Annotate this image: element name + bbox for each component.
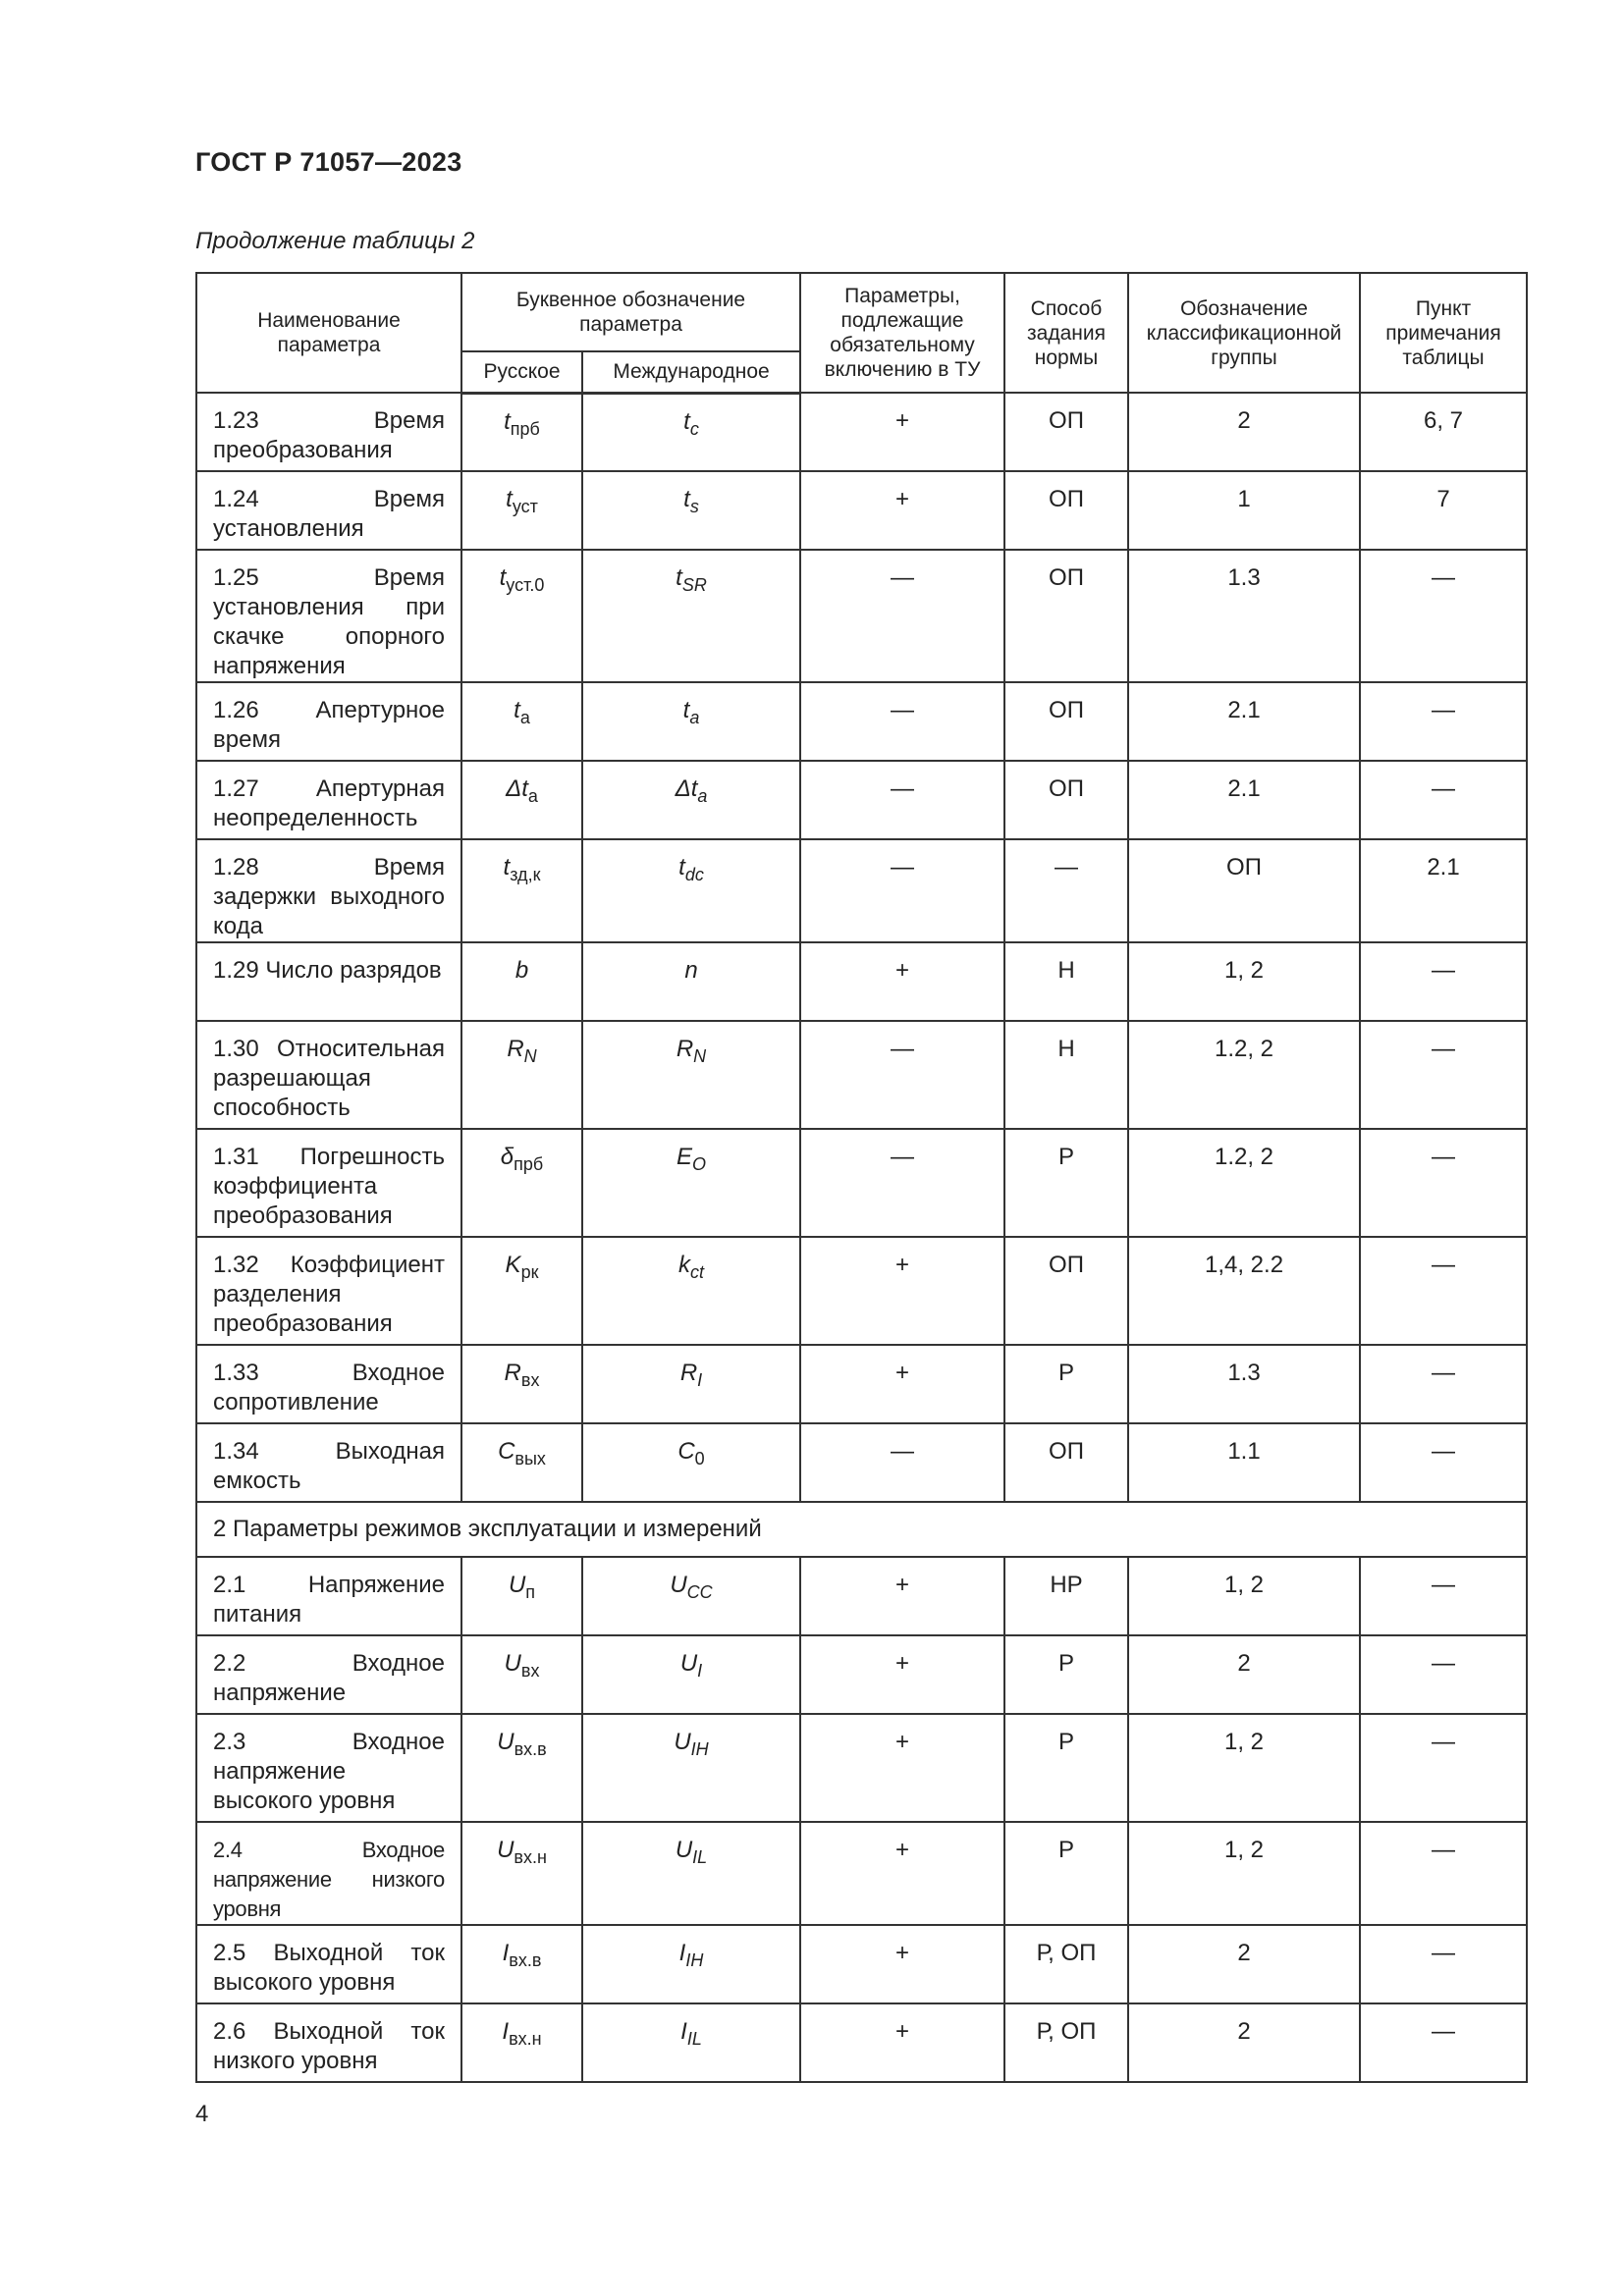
- russian-symbol: [500, 1144, 544, 1174]
- class-group-cell: 1: [1128, 471, 1360, 550]
- symbol-main: R: [507, 1036, 524, 1062]
- international-symbol: [675, 775, 708, 806]
- international-symbol: [676, 1036, 707, 1066]
- table-note-cell: —: [1360, 1237, 1527, 1345]
- table-note-cell: —: [1360, 1925, 1527, 2003]
- russian-symbol: [507, 1036, 537, 1066]
- russian-symbol: [503, 854, 541, 884]
- symbol-subscript: I: [697, 1369, 703, 1390]
- class-group-cell: ОП: [1128, 839, 1360, 942]
- table-note-cell: —: [1360, 942, 1527, 1021]
- russian-symbol: [498, 1438, 546, 1468]
- international-symbol-cell: [582, 839, 800, 942]
- international-symbol: [674, 1729, 709, 1759]
- symbol-subscript: уст.0: [506, 574, 545, 595]
- class-group-cell: 1, 2: [1128, 942, 1360, 1021]
- document-header: ГОСТ Р 71057—2023: [195, 147, 462, 177]
- symbol-main: k: [678, 1252, 690, 1278]
- parameter-name: 1.32 Коэффициент разделения преобразования: [196, 1237, 461, 1345]
- norm-method-cell: ОП: [1004, 550, 1128, 682]
- mandatory-cell: +: [800, 1714, 1004, 1822]
- symbol-main: δ: [500, 1144, 514, 1170]
- russian-symbol-cell: [461, 1129, 582, 1237]
- symbol-main: R: [504, 1360, 521, 1386]
- table-note-cell: —: [1360, 761, 1527, 839]
- russian-symbol: [497, 1729, 547, 1759]
- table-caption: Продолжение таблицы 2: [195, 228, 475, 254]
- table-note-cell: —: [1360, 1423, 1527, 1502]
- mandatory-cell: +: [800, 1237, 1004, 1345]
- table-row: [196, 1557, 1527, 1635]
- symbol-subscript: зд,к: [510, 864, 541, 884]
- international-symbol: [679, 1650, 703, 1681]
- russian-symbol: [504, 1360, 540, 1390]
- international-symbol: [682, 697, 700, 727]
- russian-symbol-cell: [461, 471, 582, 550]
- symbol-main: t: [503, 854, 511, 881]
- mandatory-cell: —: [800, 839, 1004, 942]
- header-name: Наименование параметра: [196, 273, 461, 393]
- norm-method-cell: НР: [1004, 1557, 1128, 1635]
- symbol-subscript: а: [519, 707, 530, 727]
- russian-symbol: [502, 1940, 542, 1970]
- international-symbol-cell: [582, 1714, 800, 1822]
- russian-symbol-cell: [461, 1925, 582, 2003]
- international-symbol-cell: [582, 1129, 800, 1237]
- header-mandatory: Параметры, подлежащие обязательному включению в ТУ: [800, 273, 1004, 393]
- norm-method-cell: ОП: [1004, 682, 1128, 761]
- table-note-cell: —: [1360, 1714, 1527, 1822]
- table-row: [196, 682, 1527, 761]
- symbol-main: U: [497, 1837, 514, 1863]
- class-group-cell: 2: [1128, 393, 1360, 471]
- international-symbol: [678, 854, 704, 884]
- mandatory-cell: +: [800, 1635, 1004, 1714]
- russian-symbol-cell: [461, 942, 582, 1021]
- norm-method-cell: Р: [1004, 1345, 1128, 1423]
- parameter-name: 2.2 Входное напряжение: [196, 1635, 461, 1714]
- symbol-main: t: [514, 697, 520, 723]
- norm-method-cell: Р: [1004, 1129, 1128, 1237]
- international-symbol: [677, 1438, 705, 1468]
- norm-method-cell: ОП: [1004, 471, 1128, 550]
- mandatory-cell: +: [800, 393, 1004, 471]
- mandatory-cell: +: [800, 1557, 1004, 1635]
- table-note-cell: —: [1360, 1635, 1527, 1714]
- table-row: [196, 942, 1527, 1021]
- table-row: [196, 2003, 1527, 2082]
- russian-symbol-cell: [461, 2003, 582, 2082]
- symbol-subscript: 0: [694, 1448, 705, 1468]
- russian-symbol-cell: [461, 1345, 582, 1423]
- symbol-subscript: IH: [690, 1738, 709, 1759]
- table-row: [196, 1423, 1527, 1502]
- norm-method-cell: Р: [1004, 1714, 1128, 1822]
- table-row: [196, 839, 1527, 942]
- norm-method-cell: Р: [1004, 1635, 1128, 1714]
- symbol-subscript: CC: [686, 1581, 713, 1602]
- russian-symbol: [515, 957, 528, 984]
- russian-symbol-cell: [461, 393, 582, 471]
- norm-method-cell: Н: [1004, 942, 1128, 1021]
- symbol-subscript: вх.н: [514, 1846, 547, 1867]
- russian-symbol-cell: [461, 1635, 582, 1714]
- table-note-cell: —: [1360, 1129, 1527, 1237]
- class-group-cell: 1.2, 2: [1128, 1021, 1360, 1129]
- table-row: [196, 1237, 1527, 1345]
- symbol-subscript: N: [523, 1045, 537, 1066]
- symbol-main: U: [497, 1729, 514, 1755]
- norm-method-cell: ОП: [1004, 761, 1128, 839]
- table-row: [196, 1822, 1527, 1925]
- parameter-name: 1.27 Апертурная неопределенность: [196, 761, 461, 839]
- parameter-name: 1.34 Выходная емкость: [196, 1423, 461, 1502]
- symbol-subscript: вх.в: [509, 1949, 542, 1970]
- symbol-main: Δt: [506, 775, 528, 802]
- parameter-name: 2.5 Выходной ток высокого уровня: [196, 1925, 461, 2003]
- international-symbol-cell: [582, 471, 800, 550]
- russian-symbol: [506, 775, 538, 806]
- norm-method-cell: Р, ОП: [1004, 2003, 1128, 2082]
- table-note-cell: 6, 7: [1360, 393, 1527, 471]
- international-symbol-cell: [582, 682, 800, 761]
- symbol-subscript: I: [697, 1660, 703, 1681]
- symbol-subscript: вх.в: [514, 1738, 547, 1759]
- table-row: [196, 471, 1527, 550]
- russian-symbol-cell: [461, 1237, 582, 1345]
- mandatory-cell: —: [800, 1021, 1004, 1129]
- symbol-subscript: IH: [685, 1949, 704, 1970]
- russian-symbol: [504, 407, 540, 439]
- parameter-name: 2.4 Входное напряжение низкого уровня: [196, 1822, 461, 1925]
- table-note-cell: —: [1360, 1557, 1527, 1635]
- russian-symbol-cell: [461, 1714, 582, 1822]
- header-class-group: Обозначение классификационной группы: [1128, 273, 1360, 393]
- mandatory-cell: —: [800, 1129, 1004, 1237]
- symbol-subscript: a: [689, 707, 700, 727]
- symbol-subscript: вых: [514, 1448, 546, 1468]
- class-group-cell: 2: [1128, 1635, 1360, 1714]
- symbol-main: t: [676, 564, 682, 591]
- symbol-subscript: N: [693, 1045, 707, 1066]
- parameter-name: 1.29 Число разрядов: [196, 942, 461, 1021]
- parameter-name: 1.31 Погрешность коэффициента преобразования: [196, 1129, 461, 1237]
- symbol-main: K: [505, 1252, 521, 1278]
- russian-symbol: [514, 697, 530, 727]
- international-symbol: [675, 1837, 708, 1867]
- international-symbol: [670, 1572, 713, 1602]
- international-symbol: [676, 564, 707, 595]
- class-group-cell: 2.1: [1128, 682, 1360, 761]
- russian-symbol-cell: [461, 1423, 582, 1502]
- section-2-title: 2 Параметры режимов эксплуатации и измерений: [196, 1502, 1527, 1557]
- table-note-cell: —: [1360, 1345, 1527, 1423]
- page-number: 4: [195, 2101, 209, 2127]
- table-row: [196, 550, 1527, 682]
- norm-method-cell: ОП: [1004, 393, 1128, 471]
- international-symbol-cell: [582, 942, 800, 1021]
- russian-symbol: [508, 1572, 536, 1602]
- parameter-name: 1.26 Апертурное время: [196, 682, 461, 761]
- symbol-main: R: [679, 1360, 698, 1386]
- symbol-main: t: [683, 407, 690, 435]
- class-group-cell: 2: [1128, 1925, 1360, 2003]
- class-group-cell: 2.1: [1128, 761, 1360, 839]
- mandatory-cell: +: [800, 1345, 1004, 1423]
- mandatory-cell: +: [800, 1822, 1004, 1925]
- class-group-cell: 1.3: [1128, 550, 1360, 682]
- table-row: [196, 1635, 1527, 1714]
- header-international: Международное: [582, 351, 800, 393]
- class-group-cell: 1.1: [1128, 1423, 1360, 1502]
- symbol-main: I: [678, 1940, 686, 1966]
- international-symbol-cell: [582, 761, 800, 839]
- international-symbol: [683, 407, 699, 439]
- symbol-main: E: [676, 1144, 692, 1170]
- table-note-cell: —: [1360, 1822, 1527, 1925]
- symbol-main: t: [504, 407, 511, 435]
- mandatory-cell: +: [800, 471, 1004, 550]
- table-note-cell: 7: [1360, 471, 1527, 550]
- mandatory-cell: —: [800, 761, 1004, 839]
- symbol-subscript: a: [697, 785, 708, 806]
- table-note-cell: —: [1360, 550, 1527, 682]
- russian-symbol: [505, 1252, 539, 1282]
- symbol-subscript: SR: [681, 574, 707, 595]
- symbol-subscript: вх.н: [509, 2028, 542, 2049]
- symbol-main: U: [679, 1650, 698, 1677]
- symbol-subscript: O: [692, 1153, 707, 1174]
- symbol-main: Δt: [675, 775, 698, 802]
- table-note-cell: 2.1: [1360, 839, 1527, 942]
- symbol-subscript: п: [525, 1581, 536, 1602]
- symbol-main: C: [498, 1438, 515, 1465]
- parameter-name: 2.1 Напряжение питания: [196, 1557, 461, 1635]
- header-norm-method: Способ задания нормы: [1004, 273, 1128, 393]
- international-symbol-cell: [582, 1925, 800, 2003]
- russian-symbol-cell: [461, 839, 582, 942]
- class-group-cell: 1,4, 2.2: [1128, 1237, 1360, 1345]
- symbol-main: t: [506, 486, 513, 512]
- parameters-table: [195, 272, 1528, 2083]
- russian-symbol: [502, 2018, 542, 2049]
- symbol-subscript: а: [527, 785, 538, 806]
- international-symbol-cell: [582, 1557, 800, 1635]
- international-symbol-cell: [582, 1237, 800, 1345]
- international-symbol-cell: [582, 1822, 800, 1925]
- table-row: [196, 1129, 1527, 1237]
- symbol-main: t: [499, 564, 507, 591]
- international-symbol-cell: [582, 1021, 800, 1129]
- symbol-subscript: IL: [686, 2028, 702, 2049]
- symbol-main: R: [676, 1036, 694, 1062]
- parameter-name: 1.25 Время установления при скачке опорного напряжения: [196, 550, 461, 682]
- russian-symbol-cell: [461, 682, 582, 761]
- table-note-cell: —: [1360, 2003, 1527, 2082]
- symbol-subscript: вх: [520, 1369, 540, 1390]
- class-group-cell: 2: [1128, 2003, 1360, 2082]
- symbol-main: t: [683, 486, 690, 512]
- mandatory-cell: +: [800, 942, 1004, 1021]
- parameter-name: 1.24 Время установления: [196, 471, 461, 550]
- russian-symbol: [506, 486, 538, 516]
- international-symbol-cell: [582, 1635, 800, 1714]
- symbol-subscript: рк: [520, 1261, 539, 1282]
- international-symbol: [684, 957, 697, 984]
- russian-symbol-cell: [461, 550, 582, 682]
- symbol-main: U: [504, 1650, 521, 1677]
- symbol-main: U: [670, 1572, 687, 1598]
- international-symbol: [678, 1940, 704, 1970]
- russian-symbol-cell: [461, 761, 582, 839]
- international-symbol-cell: [582, 1423, 800, 1502]
- symbol-subscript: s: [689, 496, 699, 516]
- norm-method-cell: Н: [1004, 1021, 1128, 1129]
- symbol-main: t: [678, 854, 685, 881]
- international-symbol: [676, 1144, 707, 1174]
- russian-symbol: [497, 1837, 547, 1867]
- international-symbol: [680, 2018, 702, 2049]
- table-row: [196, 1714, 1527, 1822]
- symbol-main: U: [508, 1572, 526, 1598]
- class-group-cell: 1, 2: [1128, 1557, 1360, 1635]
- parameter-name: 1.28 Время задержки выходного кода: [196, 839, 461, 942]
- symbol-main: I: [502, 2018, 510, 2045]
- international-symbol-cell: [582, 550, 800, 682]
- mandatory-cell: —: [800, 682, 1004, 761]
- norm-method-cell: ОП: [1004, 1237, 1128, 1345]
- international-symbol: [679, 1360, 703, 1390]
- header-table-note: Пункт примечания таблицы: [1360, 273, 1527, 393]
- norm-method-cell: Р: [1004, 1822, 1128, 1925]
- mandatory-cell: +: [800, 2003, 1004, 2082]
- symbol-subscript: прб: [514, 1153, 544, 1174]
- symbol-subscript: dc: [684, 864, 704, 884]
- russian-symbol-cell: [461, 1557, 582, 1635]
- class-group-cell: 1.3: [1128, 1345, 1360, 1423]
- russian-symbol: [504, 1650, 540, 1681]
- table-row: [196, 1345, 1527, 1423]
- international-symbol: [678, 1252, 705, 1282]
- parameter-name: 2.6 Выходной ток низкого уровня: [196, 2003, 461, 2082]
- parameter-name: 1.30 Относительная разрешающая способность: [196, 1021, 461, 1129]
- symbol-main: t: [682, 697, 690, 723]
- symbol-main: b: [514, 957, 529, 984]
- table-note-cell: —: [1360, 682, 1527, 761]
- symbol-main: U: [674, 1729, 691, 1755]
- symbol-main: C: [677, 1438, 695, 1465]
- norm-method-cell: Р, ОП: [1004, 1925, 1128, 2003]
- table-row: [196, 393, 1527, 471]
- symbol-subscript: вх: [520, 1660, 540, 1681]
- mandatory-cell: +: [800, 1925, 1004, 2003]
- international-symbol: [683, 486, 699, 516]
- russian-symbol-cell: [461, 1822, 582, 1925]
- class-group-cell: 1, 2: [1128, 1822, 1360, 1925]
- symbol-subscript: c: [689, 418, 699, 439]
- parameter-name: 1.33 Входное сопротивление: [196, 1345, 461, 1423]
- table-row: [196, 1021, 1527, 1129]
- header-russian: Русское: [461, 351, 582, 393]
- table-row: [196, 761, 1527, 839]
- table-row: [196, 1925, 1527, 2003]
- international-symbol-cell: [582, 393, 800, 471]
- symbol-subscript: прб: [510, 418, 540, 439]
- international-symbol-cell: [582, 1345, 800, 1423]
- parameter-name: 2.3 Входное напряжение высокого уровня: [196, 1714, 461, 1822]
- russian-symbol-cell: [461, 1021, 582, 1129]
- international-symbol-cell: [582, 2003, 800, 2082]
- section-2-row: [196, 1502, 1527, 1557]
- norm-method-cell: ОП: [1004, 1423, 1128, 1502]
- symbol-subscript: IL: [692, 1846, 708, 1867]
- symbol-main: n: [684, 957, 698, 984]
- parameter-name: 1.23 Время преобразования: [196, 393, 461, 471]
- mandatory-cell: —: [800, 550, 1004, 682]
- russian-symbol: [499, 564, 545, 595]
- symbol-subscript: ct: [690, 1261, 705, 1282]
- symbol-main: I: [502, 1940, 510, 1966]
- norm-method-cell: —: [1004, 839, 1128, 942]
- symbol-main: U: [675, 1837, 693, 1863]
- table-note-cell: —: [1360, 1021, 1527, 1129]
- class-group-cell: 1, 2: [1128, 1714, 1360, 1822]
- mandatory-cell: —: [800, 1423, 1004, 1502]
- symbol-subscript: уст: [512, 496, 538, 516]
- symbol-main: I: [680, 2018, 687, 2045]
- class-group-cell: 1.2, 2: [1128, 1129, 1360, 1237]
- header-letter-designation: Буквенное обозначение параметра: [461, 273, 800, 351]
